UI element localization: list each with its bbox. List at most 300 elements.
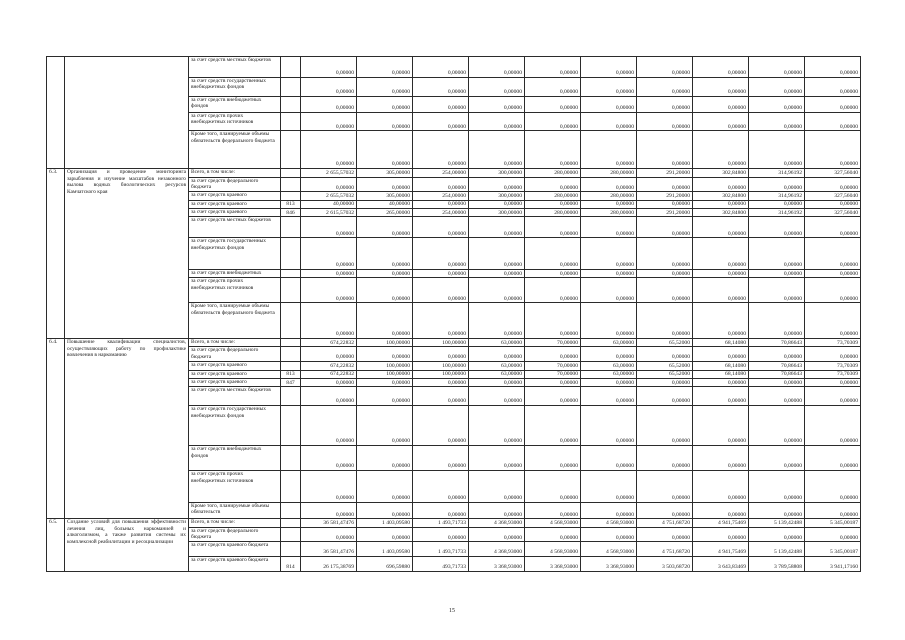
- amount-cell: 0,00000: [357, 217, 413, 238]
- amount-cell: 0,00000: [525, 303, 581, 339]
- amount-cell: 0,00000: [469, 406, 525, 446]
- amount-cell: 0,00000: [525, 57, 581, 78]
- amount-cell: 4 941,75469: [693, 542, 749, 557]
- amount-cell: 0,00000: [301, 131, 357, 169]
- funding-source: за счет средств краевого: [189, 209, 281, 217]
- amount-cell: 696,59880: [357, 557, 413, 572]
- amount-cell: 0,00000: [749, 387, 805, 406]
- item-name: Создание условий для повышения эффективности лечения лиц, больных наркоманией и алкоголизмом, а также развития системы их комплексной реабилитации и ресоциализации: [65, 519, 189, 572]
- amount-cell: 0,00000: [357, 502, 413, 519]
- amount-cell: 327,56040: [805, 209, 861, 217]
- table-row: [47, 519, 861, 527]
- item-name: [65, 57, 189, 169]
- amount-cell: 0,00000: [749, 502, 805, 519]
- amount-cell: 36 581,47476: [301, 519, 357, 527]
- amount-cell: 0,00000: [357, 527, 413, 542]
- amount-cell: 0,00000: [693, 57, 749, 78]
- amount-cell: 0,00000: [749, 471, 805, 502]
- funding-source: за счет средств краевого бюджета: [189, 557, 281, 572]
- amount-cell: 4 368,93000: [469, 542, 525, 557]
- amount-cell: 0,00000: [469, 269, 525, 277]
- budget-code: [281, 192, 301, 200]
- amount-cell: 0,00000: [469, 217, 525, 238]
- amount-cell: 0,00000: [637, 217, 693, 238]
- budget-code: [281, 406, 301, 446]
- funding-source: за счет средств краевого: [189, 378, 281, 386]
- amount-cell: 0,00000: [693, 77, 749, 96]
- amount-cell: 280,00000: [581, 209, 637, 217]
- amount-cell: 0,00000: [805, 387, 861, 406]
- amount-cell: 0,00000: [693, 200, 749, 208]
- amount-cell: 5 139,42488: [749, 519, 805, 527]
- amount-cell: 254,00000: [413, 169, 469, 177]
- amount-cell: 0,00000: [525, 378, 581, 386]
- item-number: 6.4.: [47, 339, 65, 519]
- amount-cell: 314,96192: [749, 192, 805, 200]
- amount-cell: 0,00000: [581, 200, 637, 208]
- amount-cell: 0,00000: [413, 112, 469, 131]
- amount-cell: 3 368,93000: [581, 557, 637, 572]
- amount-cell: 0,00000: [301, 502, 357, 519]
- amount-cell: 0,00000: [469, 471, 525, 502]
- amount-cell: 0,00000: [637, 527, 693, 542]
- amount-cell: 0,00000: [693, 502, 749, 519]
- amount-cell: 0,00000: [525, 269, 581, 277]
- amount-cell: 0,00000: [749, 112, 805, 131]
- amount-cell: 0,00000: [525, 112, 581, 131]
- budget-code: [281, 527, 301, 542]
- amount-cell: 0,00000: [805, 471, 861, 502]
- budget-code: 846: [281, 209, 301, 217]
- funding-source: Всего, в том числе:: [189, 519, 281, 527]
- budget-code: [281, 362, 301, 370]
- amount-cell: 327,56040: [805, 169, 861, 177]
- amount-cell: 0,00000: [693, 406, 749, 446]
- amount-cell: 70,86643: [749, 370, 805, 378]
- amount-cell: 0,00000: [413, 278, 469, 303]
- amount-cell: 1 493,71733: [413, 542, 469, 557]
- amount-cell: 0,00000: [469, 527, 525, 542]
- amount-cell: 0,00000: [469, 502, 525, 519]
- amount-cell: 0,00000: [637, 238, 693, 269]
- funding-source: за счет средств государственных внебюджетных фондов: [189, 406, 281, 446]
- amount-cell: 0,00000: [805, 238, 861, 269]
- amount-cell: 0,00000: [301, 446, 357, 471]
- amount-cell: 0,00000: [413, 378, 469, 386]
- budget-code: [281, 169, 301, 177]
- amount-cell: 0,00000: [805, 406, 861, 446]
- amount-cell: 5 345,00187: [805, 519, 861, 527]
- amount-cell: 3 941,17160: [805, 557, 861, 572]
- amount-cell: 493,71733: [413, 557, 469, 572]
- amount-cell: 68,14080: [693, 370, 749, 378]
- amount-cell: 0,00000: [357, 406, 413, 446]
- amount-cell: 3 643,83469: [693, 557, 749, 572]
- amount-cell: 0,00000: [413, 406, 469, 446]
- amount-cell: 0,00000: [413, 347, 469, 362]
- amount-cell: 0,00000: [581, 347, 637, 362]
- amount-cell: 2 655,57032: [301, 192, 357, 200]
- item-number: [47, 57, 65, 169]
- amount-cell: 0,00000: [357, 387, 413, 406]
- amount-cell: 0,00000: [301, 57, 357, 78]
- amount-cell: 63,00000: [581, 362, 637, 370]
- budget-code: [281, 387, 301, 406]
- amount-cell: 300,00000: [469, 169, 525, 177]
- funding-source: Всего, в том числе:: [189, 339, 281, 347]
- amount-cell: 4 568,93000: [525, 519, 581, 527]
- amount-cell: 0,00000: [805, 502, 861, 519]
- amount-cell: 0,00000: [805, 177, 861, 192]
- budget-code: 814: [281, 557, 301, 572]
- amount-cell: 0,00000: [413, 387, 469, 406]
- amount-cell: 0,00000: [805, 303, 861, 339]
- amount-cell: 0,00000: [805, 200, 861, 208]
- amount-cell: 0,00000: [525, 527, 581, 542]
- amount-cell: 4 568,93000: [525, 542, 581, 557]
- amount-cell: 0,00000: [693, 96, 749, 112]
- amount-cell: 2 615,57032: [301, 209, 357, 217]
- item-number: 6.3.: [47, 169, 65, 339]
- amount-cell: 0,00000: [413, 96, 469, 112]
- amount-cell: 0,00000: [301, 378, 357, 386]
- amount-cell: 0,00000: [301, 96, 357, 112]
- amount-cell: 291,20000: [637, 209, 693, 217]
- amount-cell: 302,84800: [693, 209, 749, 217]
- amount-cell: 100,00000: [413, 362, 469, 370]
- amount-cell: 0,00000: [413, 502, 469, 519]
- amount-cell: 0,00000: [581, 387, 637, 406]
- amount-cell: 68,14080: [693, 362, 749, 370]
- amount-cell: 305,00000: [357, 192, 413, 200]
- amount-cell: 65,52000: [637, 370, 693, 378]
- amount-cell: 0,00000: [301, 406, 357, 446]
- amount-cell: 0,00000: [525, 471, 581, 502]
- amount-cell: 0,00000: [525, 131, 581, 169]
- funding-source: за счет средств краевого: [189, 362, 281, 370]
- amount-cell: 291,20000: [637, 169, 693, 177]
- amount-cell: 0,00000: [357, 131, 413, 169]
- budget-code: [281, 339, 301, 347]
- amount-cell: 0,00000: [749, 177, 805, 192]
- funding-source: за счет средств прочих внебюджетных источников: [189, 112, 281, 131]
- budget-code: [281, 77, 301, 96]
- amount-cell: 0,00000: [413, 217, 469, 238]
- amount-cell: 0,00000: [357, 278, 413, 303]
- amount-cell: 0,00000: [413, 303, 469, 339]
- amount-cell: 0,00000: [357, 177, 413, 192]
- amount-cell: 0,00000: [581, 96, 637, 112]
- funding-source: Кроме того, планируемые объемы обязательств федерального бюджета: [189, 303, 281, 339]
- amount-cell: 0,00000: [469, 387, 525, 406]
- funding-source: за счет средств местных бюджетов: [189, 387, 281, 406]
- budget-code: 813: [281, 200, 301, 208]
- amount-cell: 0,00000: [637, 387, 693, 406]
- amount-cell: 1 403,09580: [357, 542, 413, 557]
- amount-cell: 0,00000: [805, 217, 861, 238]
- amount-cell: 0,00000: [637, 200, 693, 208]
- amount-cell: 0,00000: [693, 217, 749, 238]
- amount-cell: 1 403,09580: [357, 519, 413, 527]
- amount-cell: 0,00000: [413, 446, 469, 471]
- amount-cell: 70,00000: [525, 362, 581, 370]
- amount-cell: 68,14080: [693, 339, 749, 347]
- amount-cell: 63,00000: [469, 370, 525, 378]
- amount-cell: 0,00000: [581, 131, 637, 169]
- amount-cell: 63,00000: [581, 339, 637, 347]
- amount-cell: 0,00000: [693, 303, 749, 339]
- amount-cell: 0,00000: [693, 387, 749, 406]
- amount-cell: 0,00000: [637, 77, 693, 96]
- amount-cell: 0,00000: [637, 347, 693, 362]
- amount-cell: 0,00000: [525, 200, 581, 208]
- amount-cell: 0,00000: [693, 278, 749, 303]
- amount-cell: 0,00000: [581, 527, 637, 542]
- budget-code: [281, 347, 301, 362]
- amount-cell: 0,00000: [301, 217, 357, 238]
- amount-cell: 0,00000: [805, 347, 861, 362]
- amount-cell: 4 568,93000: [581, 542, 637, 557]
- amount-cell: 40,00000: [301, 200, 357, 208]
- amount-cell: 0,00000: [469, 238, 525, 269]
- amount-cell: 70,86643: [749, 362, 805, 370]
- amount-cell: 0,00000: [805, 96, 861, 112]
- amount-cell: 0,00000: [693, 347, 749, 362]
- amount-cell: 0,00000: [469, 177, 525, 192]
- amount-cell: 0,00000: [469, 446, 525, 471]
- amount-cell: 0,00000: [805, 527, 861, 542]
- budget-code: 847: [281, 378, 301, 386]
- amount-cell: 0,00000: [301, 238, 357, 269]
- amount-cell: 0,00000: [805, 77, 861, 96]
- funding-source: за счет средств краевого бюджета: [189, 542, 281, 557]
- budget-code: [281, 238, 301, 269]
- amount-cell: 0,00000: [301, 269, 357, 277]
- amount-cell: 0,00000: [413, 77, 469, 96]
- amount-cell: 0,00000: [413, 131, 469, 169]
- amount-cell: 300,00000: [469, 192, 525, 200]
- amount-cell: 0,00000: [413, 200, 469, 208]
- amount-cell: 36 581,47476: [301, 542, 357, 557]
- amount-cell: 0,00000: [469, 378, 525, 386]
- funding-source: за счет средств краевого: [189, 200, 281, 208]
- amount-cell: 0,00000: [525, 278, 581, 303]
- amount-cell: 0,00000: [693, 177, 749, 192]
- amount-cell: 0,00000: [581, 57, 637, 78]
- amount-cell: 0,00000: [581, 471, 637, 502]
- amount-cell: 0,00000: [357, 303, 413, 339]
- amount-cell: 0,00000: [749, 269, 805, 277]
- funding-source: за счет средств государственных внебюджетных фондов: [189, 238, 281, 269]
- budget-code: [281, 269, 301, 277]
- amount-cell: 0,00000: [693, 269, 749, 277]
- amount-cell: 100,00000: [357, 362, 413, 370]
- amount-cell: 0,00000: [693, 238, 749, 269]
- amount-cell: 0,00000: [749, 57, 805, 78]
- amount-cell: 0,00000: [525, 446, 581, 471]
- amount-cell: 0,00000: [693, 112, 749, 131]
- amount-cell: 0,00000: [637, 131, 693, 169]
- amount-cell: 100,00000: [413, 370, 469, 378]
- amount-cell: 0,00000: [469, 112, 525, 131]
- funding-source: за счет средств внебюджетных фондов: [189, 446, 281, 471]
- budget-code: [281, 217, 301, 238]
- amount-cell: 0,00000: [525, 406, 581, 446]
- amount-cell: 0,00000: [637, 303, 693, 339]
- budget-code: [281, 502, 301, 519]
- budget-code: [281, 471, 301, 502]
- item-name: Организация и проведение мониторинга зарыбления и изучение масштабов незаконного вылова водных биологических ресурсов Камчатского края: [65, 169, 189, 339]
- funding-source: за счет средств местных бюджетов: [189, 57, 281, 78]
- amount-cell: 0,00000: [749, 77, 805, 96]
- amount-cell: 0,00000: [525, 387, 581, 406]
- amount-cell: 0,00000: [693, 471, 749, 502]
- amount-cell: 0,00000: [749, 238, 805, 269]
- amount-cell: 0,00000: [693, 378, 749, 386]
- budget-code: [281, 177, 301, 192]
- funding-source: за счет средств федерального бюджета: [189, 527, 281, 542]
- amount-cell: 0,00000: [805, 269, 861, 277]
- amount-cell: 4 368,93000: [469, 519, 525, 527]
- amount-cell: 0,00000: [357, 112, 413, 131]
- amount-cell: 0,00000: [805, 278, 861, 303]
- budget-code: [281, 57, 301, 78]
- amount-cell: 0,00000: [301, 347, 357, 362]
- amount-cell: 0,00000: [749, 131, 805, 169]
- amount-cell: 63,00000: [581, 370, 637, 378]
- amount-cell: 0,00000: [357, 77, 413, 96]
- amount-cell: 26 175,38769: [301, 557, 357, 572]
- amount-cell: 0,00000: [637, 378, 693, 386]
- amount-cell: 5 139,42488: [749, 542, 805, 557]
- amount-cell: 0,00000: [413, 177, 469, 192]
- table-row: [47, 339, 861, 347]
- amount-cell: 4 751,68720: [637, 542, 693, 557]
- amount-cell: 0,00000: [693, 131, 749, 169]
- amount-cell: 300,00000: [469, 209, 525, 217]
- amount-cell: 5 345,00187: [805, 542, 861, 557]
- funding-source: Кроме того, планируемые объемы обязательств: [189, 502, 281, 519]
- amount-cell: 3 368,93000: [525, 557, 581, 572]
- amount-cell: 0,00000: [581, 502, 637, 519]
- amount-cell: 0,00000: [749, 96, 805, 112]
- amount-cell: 0,00000: [749, 527, 805, 542]
- table-body: [47, 57, 861, 572]
- table-row: [47, 57, 861, 78]
- amount-cell: 63,00000: [469, 362, 525, 370]
- amount-cell: 0,00000: [413, 269, 469, 277]
- amount-cell: 0,00000: [637, 112, 693, 131]
- amount-cell: 0,00000: [805, 57, 861, 78]
- funding-source: за счет средств краевого: [189, 192, 281, 200]
- amount-cell: 0,00000: [637, 269, 693, 277]
- amount-cell: 100,00000: [357, 339, 413, 347]
- amount-cell: 0,00000: [581, 238, 637, 269]
- amount-cell: 0,00000: [301, 527, 357, 542]
- amount-cell: 0,00000: [805, 131, 861, 169]
- amount-cell: 70,00000: [525, 339, 581, 347]
- amount-cell: 265,00000: [357, 209, 413, 217]
- amount-cell: 0,00000: [805, 378, 861, 386]
- amount-cell: 0,00000: [637, 278, 693, 303]
- amount-cell: 0,00000: [581, 446, 637, 471]
- amount-cell: 0,00000: [301, 278, 357, 303]
- funding-source: за счет средств краевого: [189, 370, 281, 378]
- amount-cell: 3 789,58808: [749, 557, 805, 572]
- item-name: Повышение квалификации специалистов, осуществляющих работу по профилактике вовлечения в наркоманию: [65, 339, 189, 519]
- page-number: 15: [449, 608, 455, 614]
- funding-source: за счет средств федерального бюджета: [189, 347, 281, 362]
- amount-cell: 0,00000: [581, 278, 637, 303]
- amount-cell: 254,00000: [413, 209, 469, 217]
- amount-cell: 0,00000: [637, 96, 693, 112]
- amount-cell: 0,00000: [469, 131, 525, 169]
- amount-cell: 0,00000: [749, 406, 805, 446]
- amount-cell: 0,00000: [469, 303, 525, 339]
- amount-cell: 0,00000: [469, 278, 525, 303]
- amount-cell: 63,00000: [469, 339, 525, 347]
- amount-cell: 0,00000: [469, 347, 525, 362]
- amount-cell: 0,00000: [301, 112, 357, 131]
- amount-cell: 0,00000: [357, 269, 413, 277]
- amount-cell: 0,00000: [525, 217, 581, 238]
- amount-cell: 0,00000: [581, 269, 637, 277]
- amount-cell: 3 503,68720: [637, 557, 693, 572]
- amount-cell: 0,00000: [301, 303, 357, 339]
- amount-cell: 305,00000: [357, 169, 413, 177]
- amount-cell: 65,52000: [637, 362, 693, 370]
- amount-cell: 314,96192: [749, 169, 805, 177]
- budget-code: 813: [281, 370, 301, 378]
- amount-cell: 0,00000: [805, 446, 861, 471]
- amount-cell: 4 941,75469: [693, 519, 749, 527]
- amount-cell: 0,00000: [413, 471, 469, 502]
- amount-cell: 0,00000: [749, 278, 805, 303]
- amount-cell: 0,00000: [301, 177, 357, 192]
- amount-cell: 0,00000: [637, 406, 693, 446]
- funding-source: за счет средств прочих внебюджетных источников: [189, 278, 281, 303]
- amount-cell: 0,00000: [693, 446, 749, 471]
- amount-cell: 0,00000: [581, 112, 637, 131]
- amount-cell: 0,00000: [749, 200, 805, 208]
- amount-cell: 0,00000: [413, 527, 469, 542]
- amount-cell: 0,00000: [581, 217, 637, 238]
- amount-cell: 0,00000: [413, 57, 469, 78]
- item-number: 6.5.: [47, 519, 65, 572]
- amount-cell: 0,00000: [581, 406, 637, 446]
- amount-cell: 65,52000: [637, 339, 693, 347]
- amount-cell: 0,00000: [805, 112, 861, 131]
- amount-cell: 674,22832: [301, 339, 357, 347]
- amount-cell: 0,00000: [749, 303, 805, 339]
- amount-cell: 0,00000: [469, 77, 525, 96]
- amount-cell: 280,00000: [581, 169, 637, 177]
- amount-cell: 0,00000: [525, 96, 581, 112]
- funding-source: за счет средств внебюджетных: [189, 269, 281, 277]
- amount-cell: 73,70309: [805, 339, 861, 347]
- amount-cell: 0,00000: [749, 217, 805, 238]
- funding-source: Всего, в том числе:: [189, 169, 281, 177]
- amount-cell: 0,00000: [637, 446, 693, 471]
- amount-cell: 314,96192: [749, 209, 805, 217]
- amount-cell: 0,00000: [357, 471, 413, 502]
- amount-cell: 0,00000: [581, 77, 637, 96]
- amount-cell: 0,00000: [525, 347, 581, 362]
- funding-source: за счет средств государственных внебюджетных фондов: [189, 77, 281, 96]
- budget-code: [281, 446, 301, 471]
- amount-cell: 70,86643: [749, 339, 805, 347]
- amount-cell: 0,00000: [581, 378, 637, 386]
